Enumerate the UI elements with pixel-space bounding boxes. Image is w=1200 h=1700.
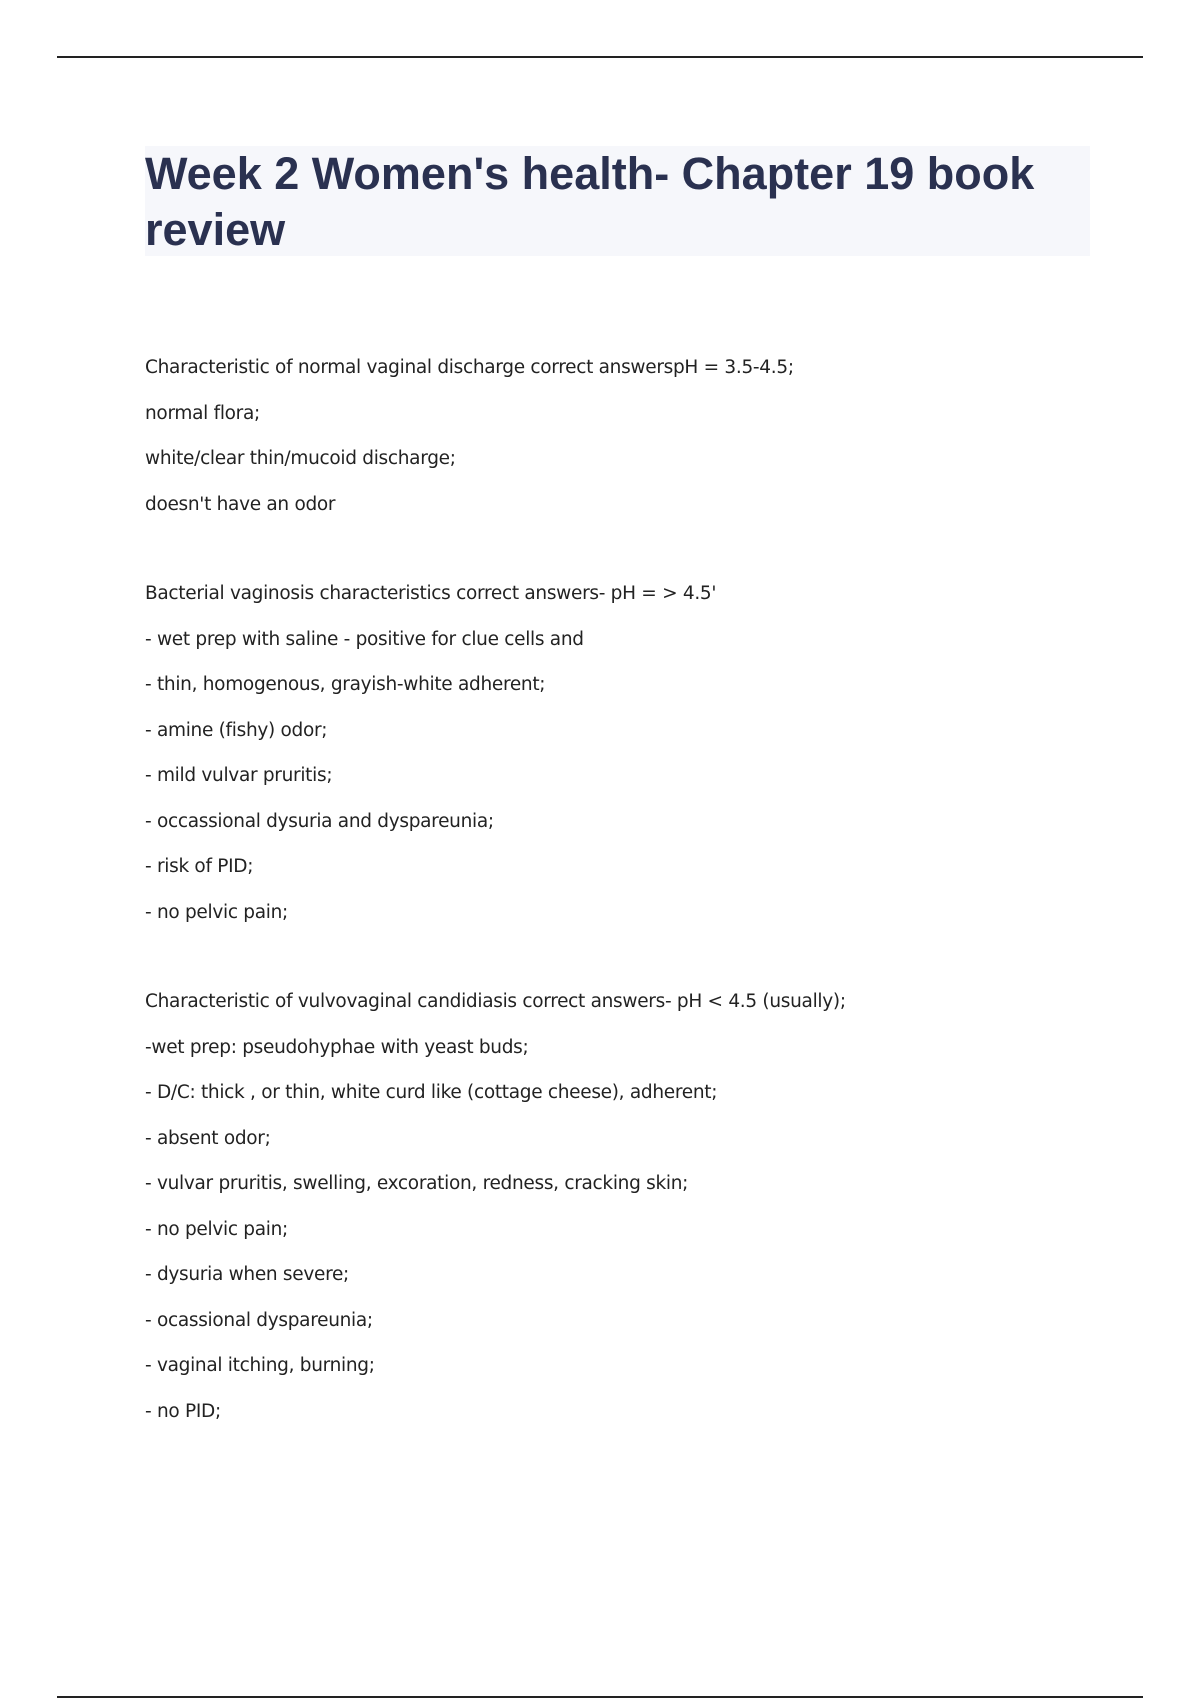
text-line: - vulvar pruritis, swelling, excoration, redness, cracking skin; bbox=[145, 1173, 689, 1194]
text-line: - no pelvic pain; bbox=[145, 901, 288, 923]
text-line: -wet prep: pseudohyphae with yeast buds; bbox=[145, 1036, 529, 1058]
text-line: Bacterial vaginosis characteristics correct answers- pH = > 4.5' bbox=[145, 583, 717, 604]
page-title: Week 2 Women's health- Chapter 19 book review bbox=[145, 148, 1035, 255]
text-line: - thin, homogenous, grayish-white adherent; bbox=[145, 674, 546, 695]
text-line: Characteristic of vulvovaginal candidiasis correct answers- pH < 4.5 (usually); bbox=[145, 991, 846, 1012]
text-line: - mild vulvar pruritis; bbox=[145, 765, 333, 786]
top-rule bbox=[57, 56, 1143, 58]
text-line: - D/C: thick , or thin, white curd like (cottage cheese), adherent; bbox=[145, 1082, 718, 1103]
title-block bbox=[145, 146, 1090, 256]
text-line: - dysuria when severe; bbox=[145, 1264, 349, 1285]
text-line: doesn't have an odor bbox=[145, 493, 336, 515]
text-line: - risk of PID; bbox=[145, 856, 254, 877]
section-normal-discharge bbox=[145, 345, 1095, 527]
text-line: normal flora; bbox=[145, 402, 260, 424]
document-body bbox=[145, 345, 1095, 1434]
text-line: - amine (fishy) odor; bbox=[145, 719, 328, 741]
text-line: Characteristic of normal vaginal discharge correct answerspH = 3.5-4.5; bbox=[145, 357, 794, 378]
section-vulvovaginal-candidiasis bbox=[145, 979, 1095, 1434]
text-line: - wet prep with saline - positive for clue cells and bbox=[145, 628, 584, 650]
section-bacterial-vaginosis bbox=[145, 571, 1095, 935]
text-line: white/clear thin/mucoid discharge; bbox=[145, 448, 456, 469]
text-line: - no pelvic pain; bbox=[145, 1218, 288, 1240]
text-line: - no PID; bbox=[145, 1400, 221, 1422]
text-line: - vaginal itching, burning; bbox=[145, 1355, 375, 1376]
text-line: - absent odor; bbox=[145, 1127, 271, 1149]
bottom-rule bbox=[57, 1696, 1143, 1698]
text-line: - occassional dysuria and dyspareunia; bbox=[145, 810, 494, 832]
text-line: - ocassional dyspareunia; bbox=[145, 1309, 373, 1331]
